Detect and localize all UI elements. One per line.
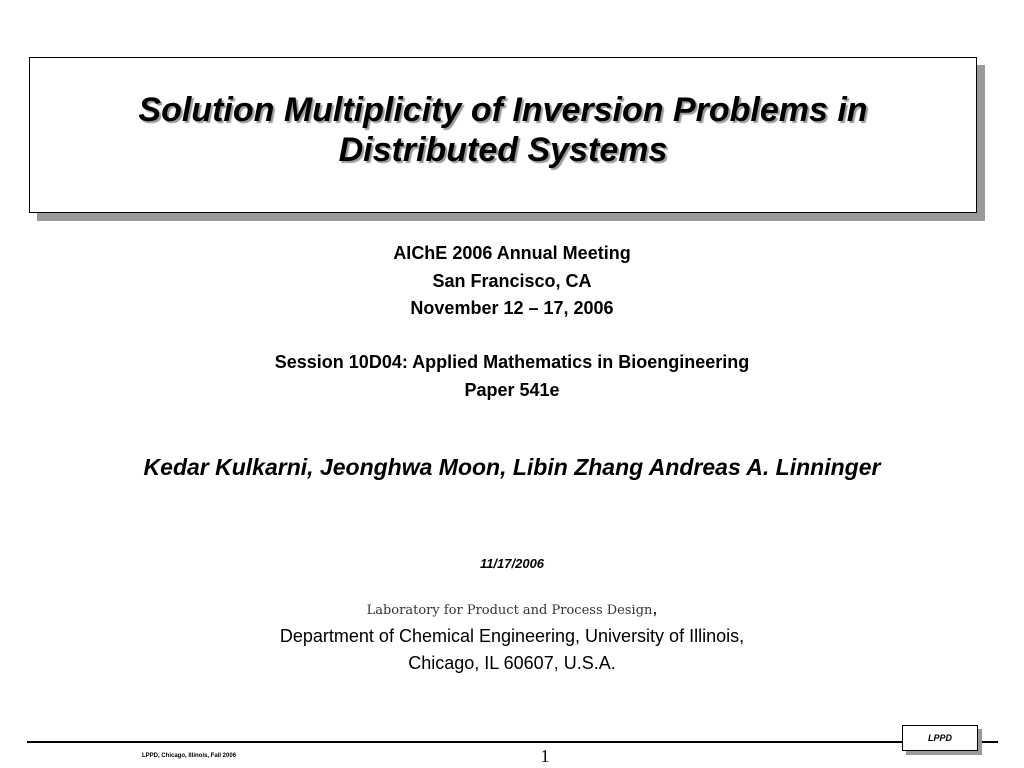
- session-name: Session 10D04: Applied Mathematics in Bioengineering: [274, 352, 750, 372]
- address: Chicago, IL 60607, U.S.A.: [408, 653, 616, 673]
- footer-text: LPPD, Chicago, Illinois, Fall 2006: [142, 753, 237, 759]
- lppd-logo: [902, 725, 978, 751]
- lab-name: Laboratory for Product and Process Design: [366, 603, 653, 618]
- meeting-location: San Francisco, CA: [432, 271, 592, 291]
- department: Department of Chemical Engineering, University of Illinois,: [279, 626, 745, 646]
- meeting-dates: November 12 – 17, 2006: [410, 298, 614, 318]
- presentation-date: 11/17/2006: [479, 556, 545, 571]
- logo-text: LPPD: [927, 733, 952, 743]
- lab-line: [0, 598, 1024, 620]
- title-box: [29, 57, 977, 213]
- lab-separator: ,: [652, 598, 658, 618]
- meeting-name: AIChE 2006 Annual Meeting: [393, 243, 631, 263]
- paper-number: Paper 541e: [464, 380, 560, 400]
- author-list: Kedar Kulkarni, Jeonghwa Moon, Libin Zhang Andreas A. Linninger: [143, 454, 881, 480]
- slide-title: Solution Multiplicity of Inversion Problems in Distributed Systems: [138, 91, 868, 169]
- footer-rule: [27, 741, 998, 743]
- page-number: 1: [540, 746, 550, 766]
